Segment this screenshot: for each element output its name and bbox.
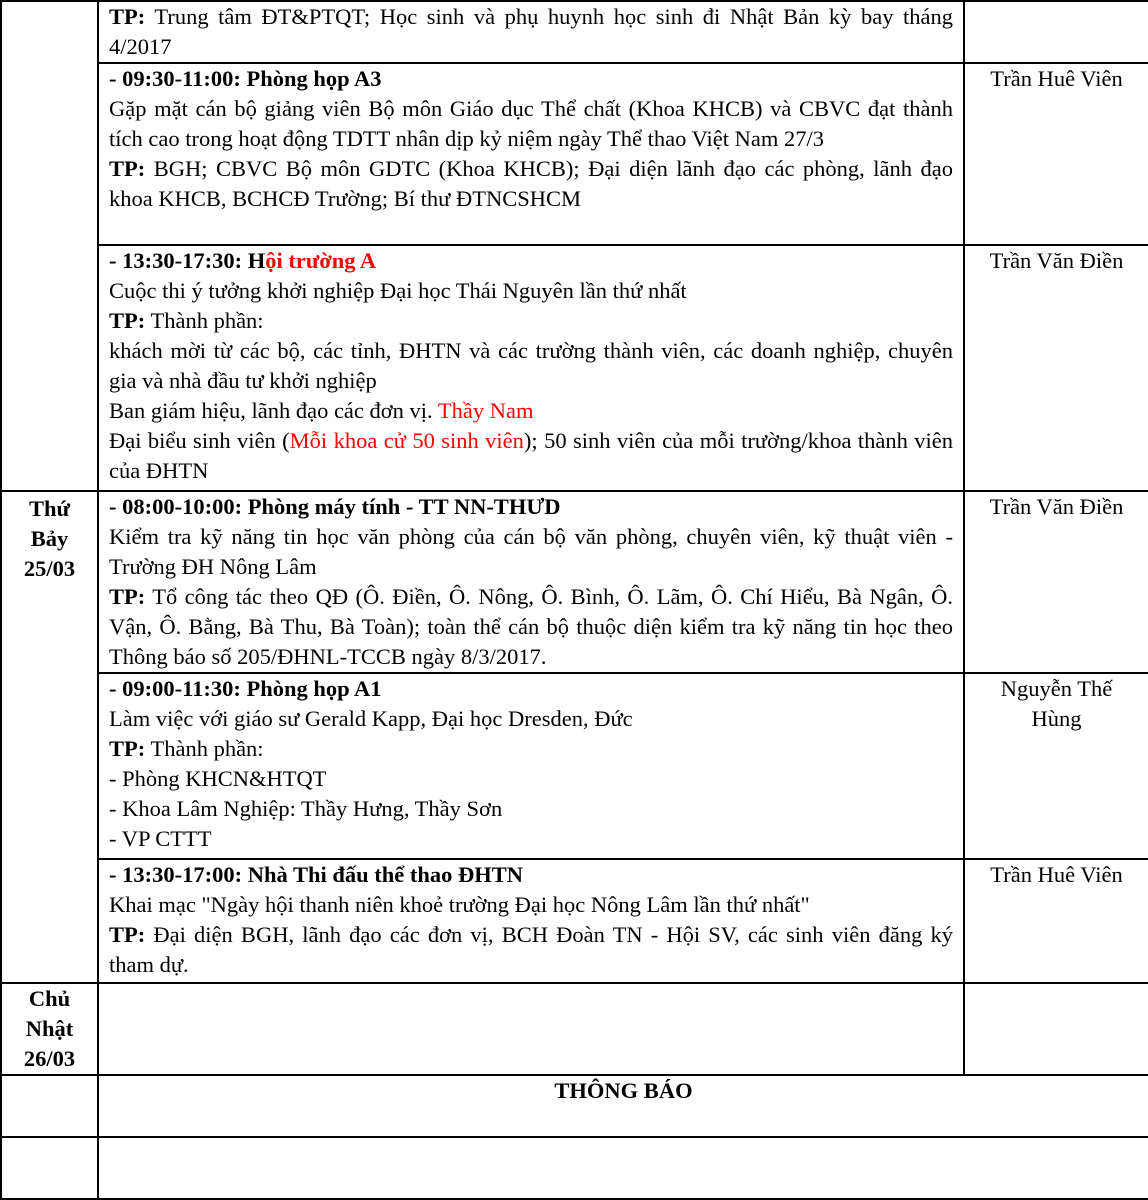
schedule-row bbox=[1, 245, 1148, 491]
notice-body-left-cell bbox=[1, 1137, 98, 1199]
person-in-charge: Trần Văn Điền bbox=[964, 491, 1148, 673]
event-time-place: - 13:30-17:30: Hội trường A bbox=[109, 248, 377, 273]
participants-text: Thành phần: bbox=[145, 308, 264, 333]
notice-title: THÔNG BÁO bbox=[98, 1075, 1148, 1137]
person-in-charge: Trần Huê Viên bbox=[964, 859, 1148, 983]
venue-highlight: ội trường A bbox=[265, 248, 377, 273]
person-in-charge: Trần Huê Viên bbox=[964, 63, 1148, 245]
schedule-row bbox=[1, 491, 1148, 673]
notice-body-row bbox=[1, 1137, 1148, 1199]
person-cell bbox=[964, 1, 1148, 63]
schedule-row bbox=[1, 859, 1148, 983]
participants-text: Đại diện BGH, lãnh đạo các đơn vị, BCH Đoàn TN - Hội SV, các sinh viên đăng ký tham dự. bbox=[109, 922, 953, 977]
participants-text: Thành phần: bbox=[145, 736, 264, 761]
event-description: Cuộc thi ý tưởng khởi nghiệp Đại học Thái Nguyên lần thứ nhất bbox=[109, 278, 687, 303]
participants-line: Đại biểu sinh viên (Mỗi khoa cử 50 sinh viên); 50 sinh viên của mỗi trường/khoa thành viên của ĐHTN bbox=[109, 428, 954, 483]
notice-body-cell bbox=[98, 1137, 1148, 1199]
person-in-charge: Trần Văn Điền bbox=[964, 245, 1148, 491]
notice-row bbox=[1, 1075, 1148, 1137]
participants-label: TP: bbox=[109, 4, 146, 29]
day-cell-continued bbox=[1, 1, 98, 491]
highlight-note: Mỗi khoa cử 50 sinh viên bbox=[289, 428, 524, 453]
event-content bbox=[98, 859, 964, 983]
event-description: Kiểm tra kỹ năng tin học văn phòng của cán bộ văn phòng, chuyên viên, kỹ thuật viên - Trường ĐH Nông Lâm bbox=[109, 524, 953, 579]
participants-label: TP: bbox=[109, 736, 146, 761]
event-content-empty bbox=[98, 983, 964, 1075]
participants-line: khách mời từ các bộ, các tỉnh, ĐHTN và các trường thành viên, các doanh nghiệp, chuyên gia và nhà đầu tư khởi nghiệp bbox=[109, 338, 953, 393]
event-content bbox=[98, 63, 964, 245]
schedule-row bbox=[1, 673, 1148, 859]
participants-text: Trung tâm ĐT&PTQT; Học sinh và phụ huynh học sinh đi Nhật Bản kỳ bay tháng 4/2017 bbox=[109, 4, 953, 59]
event-time-place: - 09:00-11:30: Phòng họp A1 bbox=[109, 676, 382, 701]
event-content bbox=[98, 491, 964, 673]
participants-label: TP: bbox=[109, 308, 146, 333]
event-time-place: - 08:00-10:00: Phòng máy tính - TT NN-THƯD bbox=[109, 494, 561, 519]
highlight-note: Thầy Nam bbox=[437, 398, 534, 423]
event-time-place: - 13:30-17:00: Nhà Thi đấu thể thao ĐHTN bbox=[109, 862, 523, 887]
event-description: Gặp mặt cán bộ giảng viên Bộ môn Giáo dục Thể chất (Khoa KHCB) và CBVC đạt thành tích cao trong hoạt động TDTT nhân dịp kỷ niệm ngày Thể thao Việt Nam 27/3 bbox=[109, 96, 953, 151]
event-content bbox=[98, 1, 964, 63]
schedule-row bbox=[1, 63, 1148, 245]
day-cell-sunday: Chủ Nhật 26/03 bbox=[1, 983, 98, 1075]
event-content bbox=[98, 245, 964, 491]
event-time-place: - 09:30-11:00: Phòng họp A3 bbox=[109, 66, 382, 91]
participants-label: TP: bbox=[109, 922, 146, 947]
day-cell-saturday: Thứ Bảy 25/03 bbox=[1, 491, 98, 983]
list-item: - Khoa Lâm Nghiệp: Thầy Hưng, Thầy Sơn bbox=[109, 796, 503, 821]
schedule-row bbox=[1, 1, 1148, 63]
notice-left-cell bbox=[1, 1075, 98, 1137]
participants-text: Tổ công tác theo QĐ (Ô. Điền, Ô. Nông, Ô. Bình, Ô. Lãm, Ô. Chí Hiểu, Bà Ngân, Ô. Vận, Ô. Bằng, Bà Thu, Bà Toàn); toàn thể cán bộ thuộc diện kiểm tra kỹ năng tin học theo Thông báo số 205/ĐHNL-TCCB ngày 8/3/2017. bbox=[109, 584, 953, 669]
participants-text: BGH; CBVC Bộ môn GDTC (Khoa KHCB); Đại diện lãnh đạo các phòng, lãnh đạo khoa KHCB, BCHCĐ Trường; Bí thư ĐTNCSHCM bbox=[109, 156, 953, 211]
participants-label: TP: bbox=[109, 156, 146, 181]
schedule-row bbox=[1, 983, 1148, 1075]
participants-label: TP: bbox=[109, 584, 146, 609]
participants-line: Ban giám hiệu, lãnh đạo các đơn vị. Thầy Nam bbox=[109, 398, 534, 423]
person-cell-empty bbox=[964, 983, 1148, 1075]
person-in-charge: Nguyễn Thế Hùng bbox=[964, 673, 1148, 859]
list-item: - Phòng KHCN&HTQT bbox=[109, 766, 327, 791]
event-description: Làm việc với giáo sư Gerald Kapp, Đại học Dresden, Đức bbox=[109, 706, 633, 731]
event-description: Khai mạc "Ngày hội thanh niên khoẻ trường Đại học Nông Lâm lần thứ nhất" bbox=[109, 892, 810, 917]
list-item: - VP CTTT bbox=[109, 826, 212, 851]
event-content bbox=[98, 673, 964, 859]
